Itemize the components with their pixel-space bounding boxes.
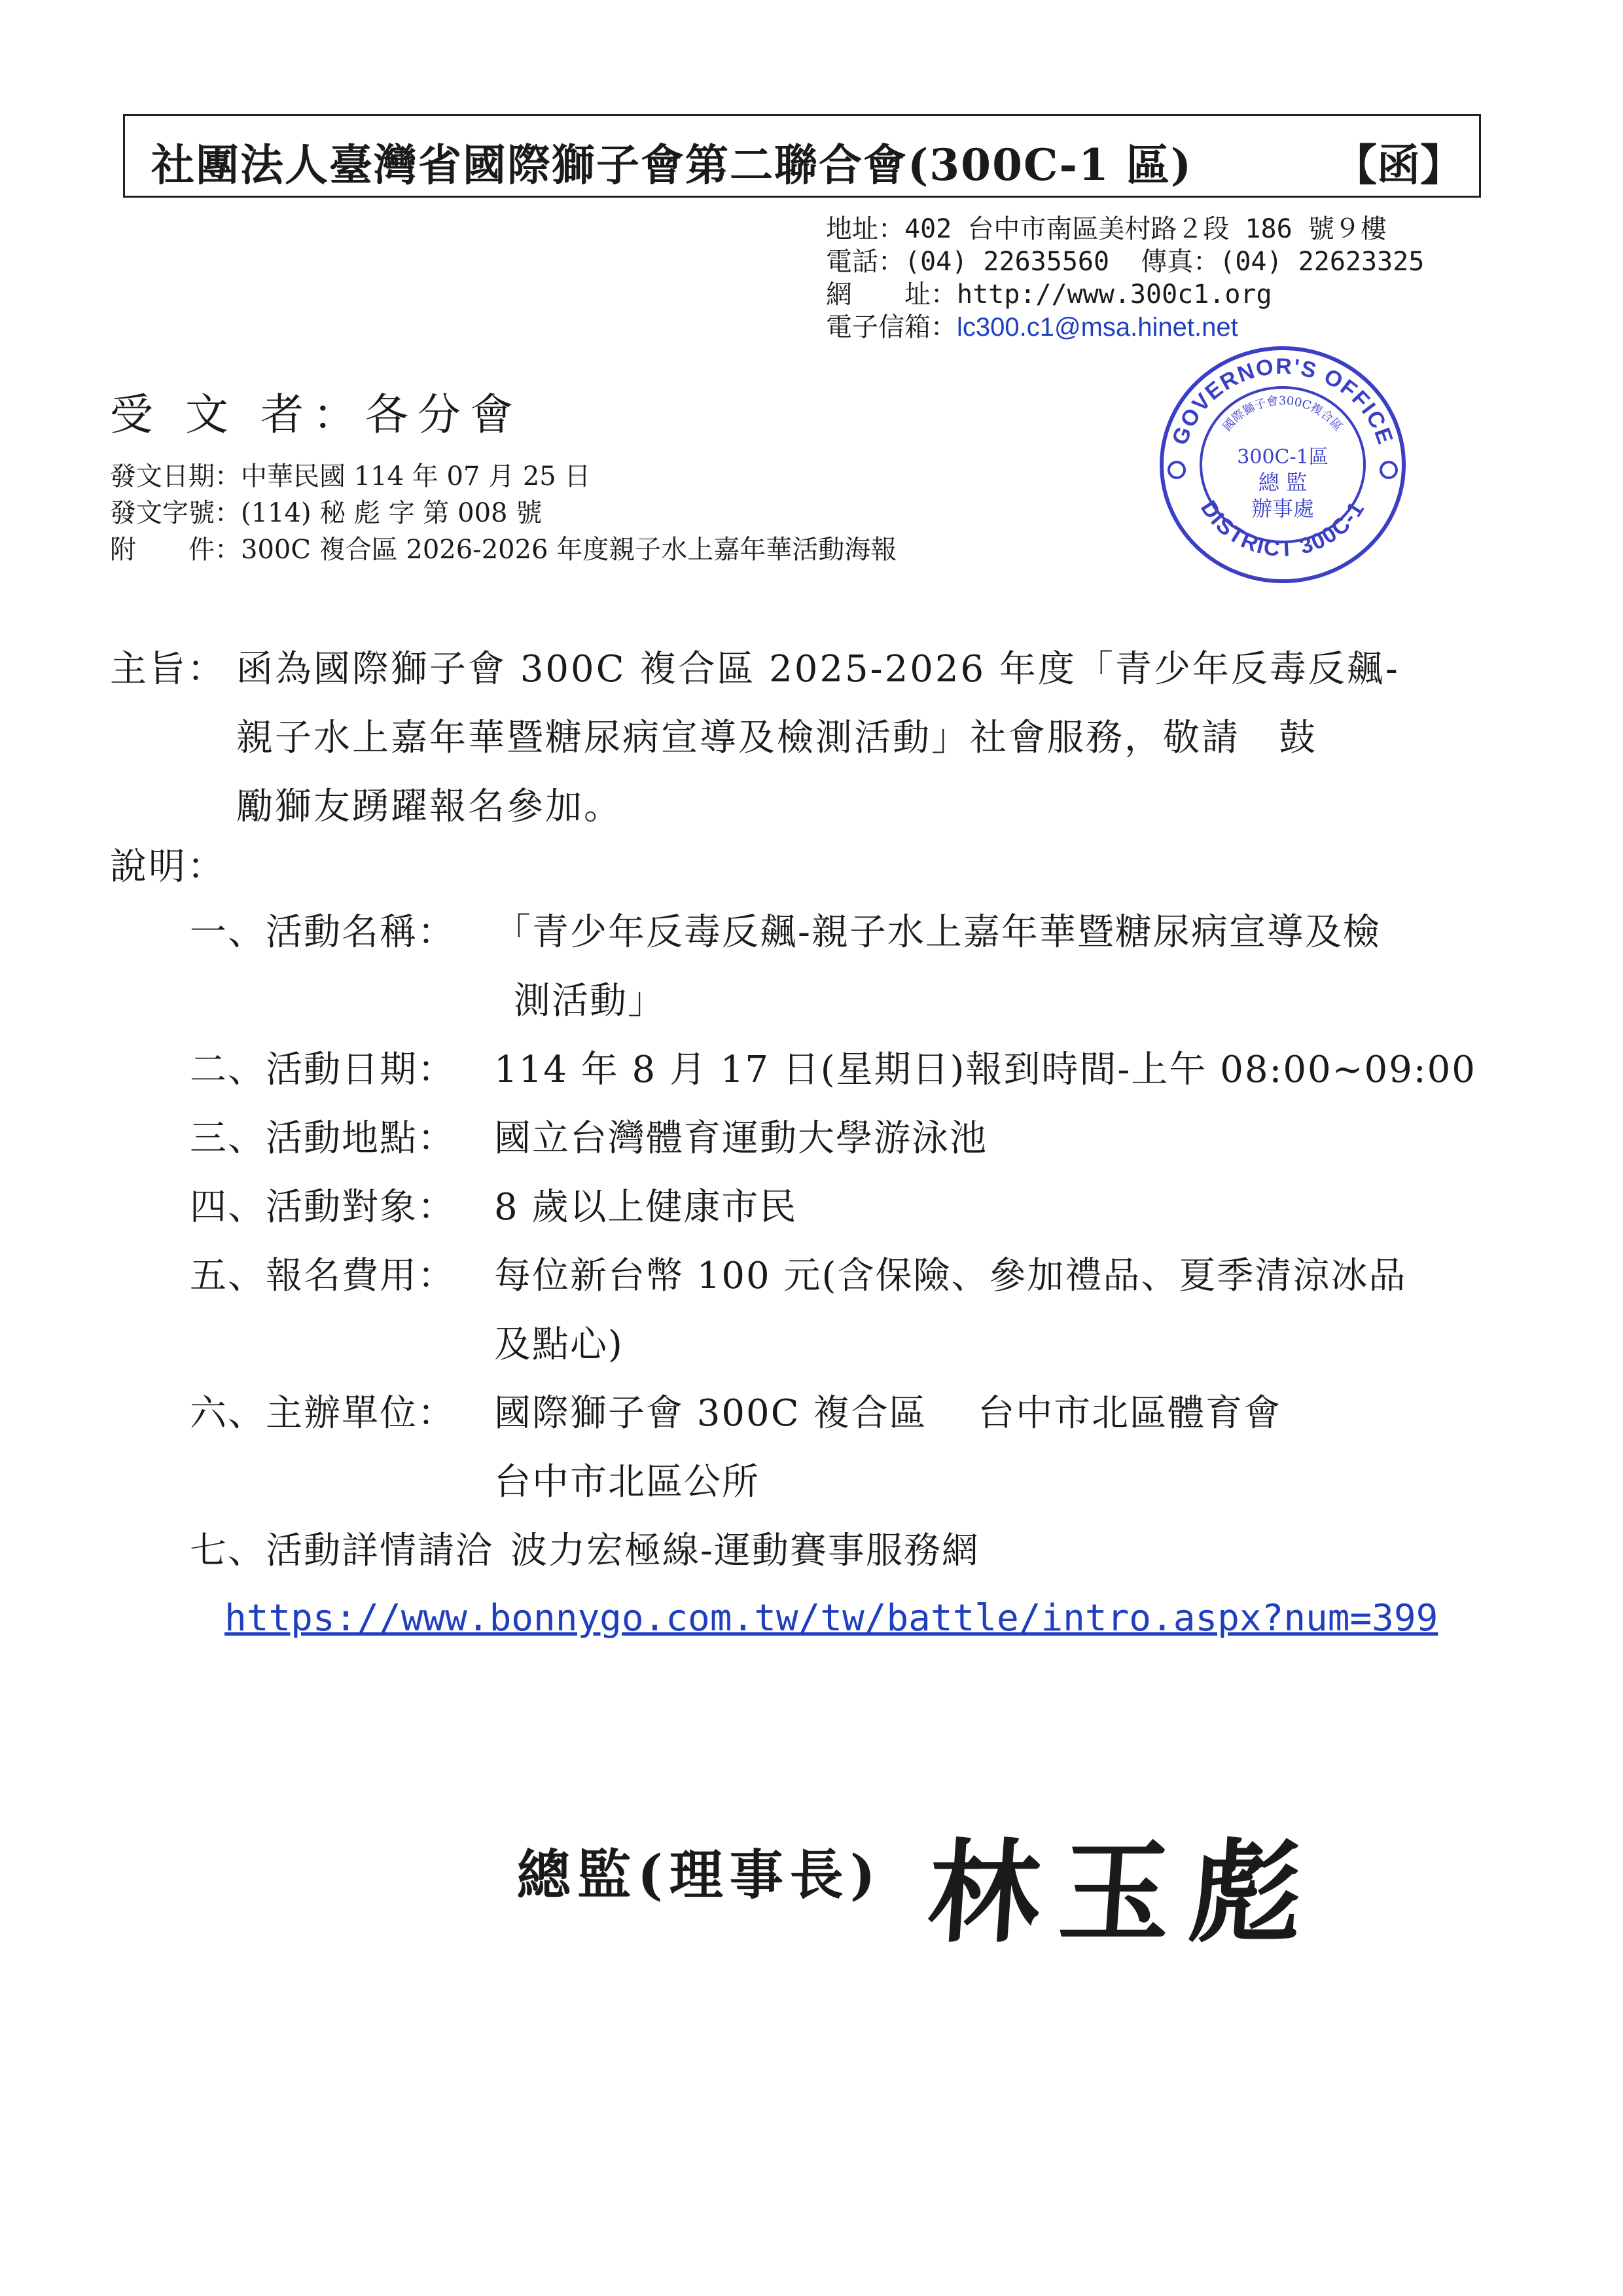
signature-name: 林玉彪 xyxy=(923,1827,1326,1958)
doc-number-row xyxy=(110,495,897,531)
seal-bottom-text: DISTRICT 300C-1 xyxy=(1195,496,1370,562)
signature-title: 總監(理事長) xyxy=(517,1844,882,1907)
item-value: 「青少年反毒反飆-親子水上嘉年華暨糖尿病宣導及檢 xyxy=(494,911,1381,954)
phone-value: (04) 22635560 xyxy=(904,247,1110,277)
item-value-cont: 台中市北區公所 xyxy=(494,1461,760,1503)
attachment: 300C 複合區 2026-2026 年度親子水上嘉年華活動海報 xyxy=(241,535,897,565)
address-row xyxy=(826,213,1424,245)
address-label: 地址： xyxy=(826,214,904,244)
item-value: 國際獅子會 300C 複合區 台中市北區體育會 xyxy=(494,1392,1282,1435)
item-value-cont: 及點心) xyxy=(494,1323,624,1366)
email-link[interactable]: lc300.c1@msa.hinet.net xyxy=(957,313,1238,342)
email-label: 電子信箱： xyxy=(826,312,957,342)
letterhead-box xyxy=(123,114,1481,198)
issue-date-label: 發文日期： xyxy=(110,461,241,492)
attachment-label: 附 件： xyxy=(110,535,241,565)
item-key: 三、活動地點： xyxy=(190,1117,455,1160)
event-details-link[interactable]: https://www.bonnygo.com.tw/tw/battle/intro.aspx?num=399 xyxy=(224,1597,1438,1640)
subject-line: 親子水上嘉年華暨糖尿病宣導及檢測活動」社會服務，敬請 鼓 xyxy=(236,717,1317,759)
governor-office-seal xyxy=(1145,339,1420,591)
doc-number: (114) 秘 彪 字 第 008 號 xyxy=(241,498,543,528)
subject-label: 主旨： xyxy=(110,648,226,691)
item-key: 一、活動名稱： xyxy=(190,911,455,954)
attachment-row xyxy=(110,531,897,568)
item-value: 114 年 8 月 17 日(星期日)報到時間-上午 08:00~09:00 xyxy=(494,1049,1476,1091)
subject-line: 勵獅友踴躍報名參加。 xyxy=(236,785,622,828)
phone-row xyxy=(826,245,1424,278)
web-label: 網 址： xyxy=(826,279,957,310)
item-key: 五、報名費用： xyxy=(190,1255,455,1297)
subject-line: 函為國際獅子會 300C 複合區 2025-2026 年度「青少年反毒反飆- xyxy=(236,648,1400,691)
seal-left-flower-icon xyxy=(1169,462,1185,478)
issue-date-row xyxy=(110,458,897,495)
doc-number-label: 發文字號： xyxy=(110,498,241,528)
organization-title: 社團法人臺灣省國際獅子會第二聯合會(300C-1 區) xyxy=(151,139,1193,190)
item-key: 四、活動對象： xyxy=(190,1186,455,1229)
item-value: 每位新台幣 100 元(含保險、參加禮品、夏季清涼冰品 xyxy=(494,1255,1407,1297)
recipient-value: 各分會 xyxy=(365,389,522,440)
web-row xyxy=(826,278,1424,311)
seal-top-text: GOVERNOR'S OFFICE xyxy=(1167,353,1399,448)
subject-text xyxy=(236,635,1467,841)
item-value: 8 歲以上健康市民 xyxy=(494,1186,798,1229)
seal-inner-arc-text: 國際獅子會300C複合區 xyxy=(1220,393,1346,434)
seal-center-line2: 總 監 xyxy=(1258,470,1308,495)
seal-center-line3: 辦事處 xyxy=(1251,496,1315,521)
address-value: 402 台中市南區美村路２段 186 號９樓 xyxy=(904,214,1387,244)
issue-date: 中華民國 114 年 07 月 25 日 xyxy=(241,461,591,492)
recipient-label: 受 文 者： xyxy=(110,389,365,440)
item-value-cont: 測活動」 xyxy=(514,980,666,1022)
item-key: 七、活動詳情請洽 xyxy=(190,1530,493,1572)
phone-label: 電話： xyxy=(826,247,904,277)
recipient-line xyxy=(110,380,522,442)
item-key: 二、活動日期： xyxy=(190,1049,455,1091)
explanation-label: 說明： xyxy=(110,846,226,888)
seal-right-flower-icon xyxy=(1381,462,1397,478)
web-value: http://www.300c1.org xyxy=(957,279,1272,310)
fax-label: 傳真： xyxy=(1141,247,1220,277)
document-meta xyxy=(110,458,897,568)
item-value: 波力宏極線-運動賽事服務網 xyxy=(510,1530,980,1572)
item-value: 國立台灣體育運動大學游泳池 xyxy=(494,1117,988,1160)
fax-value: (04) 22623325 xyxy=(1219,247,1425,277)
item-key: 六、主辦單位： xyxy=(190,1392,455,1435)
seal-center-line1: 300C-1區 xyxy=(1237,446,1329,469)
contact-block xyxy=(826,213,1424,344)
document-type: 【函】 xyxy=(1334,139,1463,190)
